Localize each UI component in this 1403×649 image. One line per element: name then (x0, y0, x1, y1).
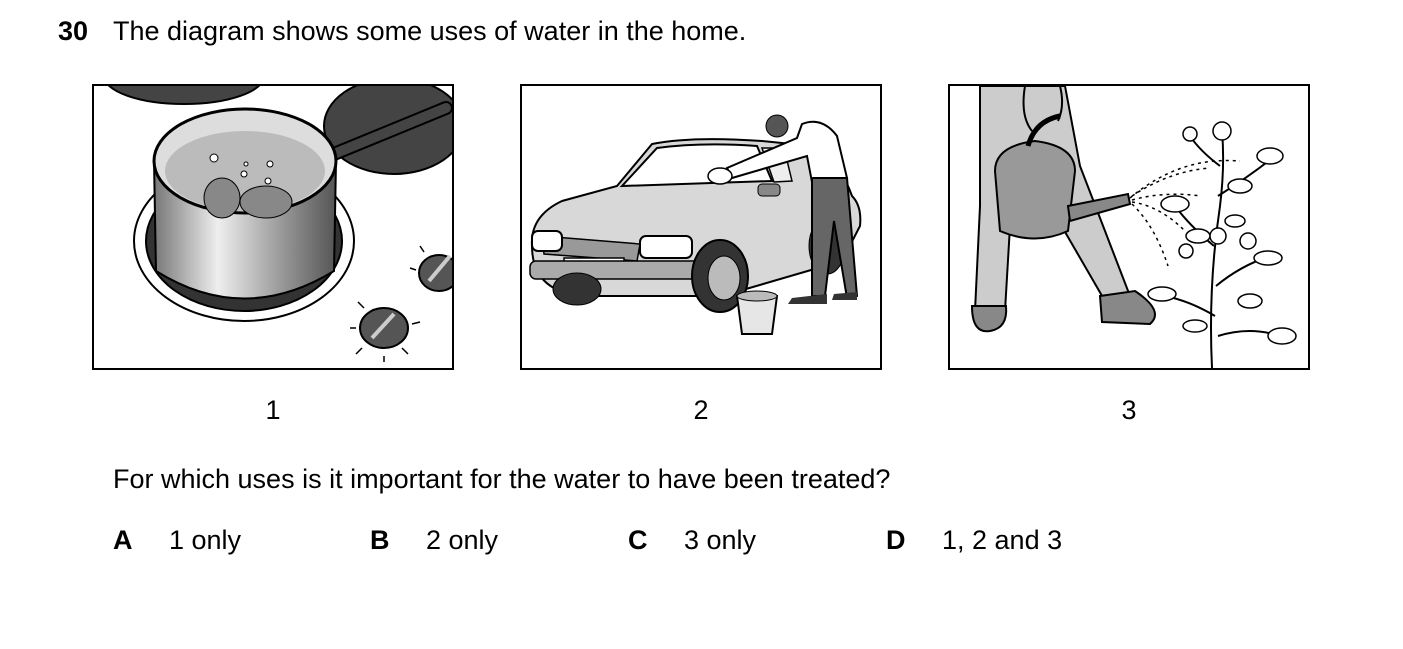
watering-plant-icon (950, 86, 1308, 368)
panel-2-car-washing (520, 84, 882, 370)
washing-car-icon (522, 86, 880, 368)
option-letter: D (886, 525, 906, 555)
option-text: 1, 2 and 3 (942, 525, 1063, 555)
option-c[interactable] (628, 525, 756, 556)
question-text: The diagram shows some uses of water in the home. (113, 16, 747, 46)
boiling-pan-on-stove-icon (94, 86, 452, 368)
option-text: 2 only (426, 525, 499, 555)
option-b[interactable] (370, 525, 498, 556)
option-letter: A (113, 525, 133, 555)
panel-label-2: 2 (693, 395, 709, 425)
option-letter: C (628, 525, 648, 555)
question-prompt: For which uses is it important for the water to have been treated? (113, 464, 891, 494)
panel-3-watering-plant (948, 84, 1310, 370)
panel-label-1: 1 (265, 395, 281, 425)
option-text: 3 only (684, 525, 757, 555)
question-number: 30 (58, 16, 89, 46)
panel-label-3: 3 (1121, 395, 1137, 425)
option-letter: B (370, 525, 390, 555)
option-a[interactable] (113, 525, 241, 556)
option-d[interactable] (886, 525, 1062, 556)
panel-1-cooking (92, 84, 454, 370)
option-text: 1 only (169, 525, 242, 555)
